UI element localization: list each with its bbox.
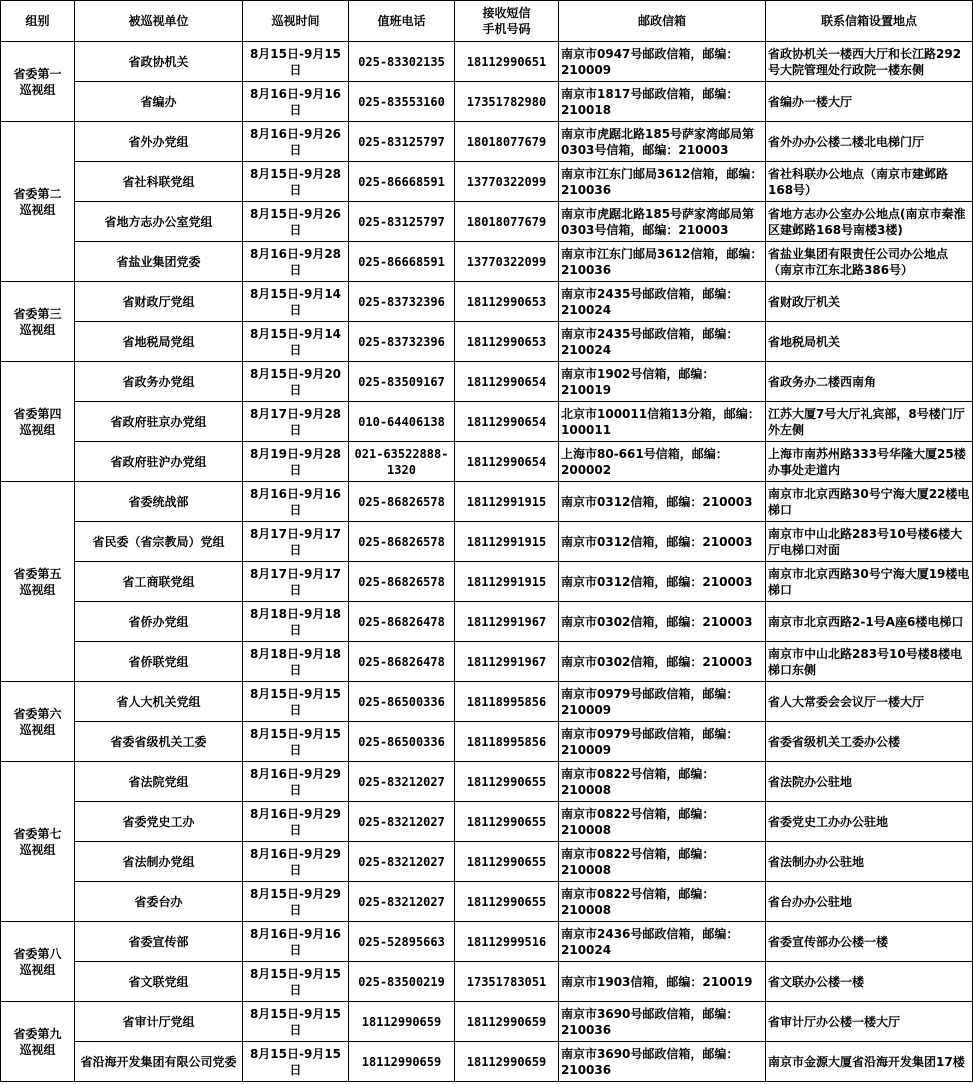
table-row [1, 1002, 973, 1042]
table-row [1, 922, 973, 962]
time-cell: 8月15日-9月14日 [243, 322, 349, 362]
phone-cell: 025-83212027 [349, 842, 455, 882]
time-cell: 8月17日-9月28日 [243, 402, 349, 442]
group-name-line1: 省委第七 [13, 826, 62, 841]
unit-cell: 省财政厅党组 [75, 282, 243, 322]
group-name-cell [1, 362, 75, 482]
table-row [1, 42, 973, 82]
table-row [1, 1042, 973, 1082]
mail-cell: 南京市0822号信箱，邮编：210008 [559, 882, 766, 922]
group-name-line1: 省委第四 [13, 406, 62, 421]
sms-cell: 18118995856 [455, 682, 559, 722]
time-cell: 8月15日-9月15日 [243, 722, 349, 762]
unit-cell: 省文联党组 [75, 962, 243, 1002]
box-cell: 省政协机关一楼西大厅和长江路292号大院管理处行政院一楼东侧 [766, 42, 973, 82]
unit-cell: 省委统战部 [75, 482, 243, 522]
phone-cell: 025-83732396 [349, 282, 455, 322]
box-cell: 省台办办公驻地 [766, 882, 973, 922]
unit-cell: 省外办党组 [75, 122, 243, 162]
unit-cell: 省政务办党组 [75, 362, 243, 402]
box-cell: 省法院办公驻地 [766, 762, 973, 802]
group-name-cell [1, 762, 75, 922]
mail-cell: 南京市0312信箱，邮编：210003 [559, 522, 766, 562]
table-row [1, 162, 973, 202]
header-sms-line2: 手机号码 [482, 22, 531, 36]
time-cell: 8月15日-9月29日 [243, 882, 349, 922]
group-name-cell [1, 1002, 75, 1082]
group-name-line2: 巡视组 [19, 582, 56, 597]
unit-cell: 省委党史工办 [75, 802, 243, 842]
group-name-cell [1, 282, 75, 362]
box-cell: 省盐业集团有限责任公司办公地点（南京市江东北路386号） [766, 242, 973, 282]
header-sms [455, 1, 559, 42]
sms-cell: 18112990654 [455, 442, 559, 482]
phone-cell: 025-83500219 [349, 962, 455, 1002]
mail-cell: 南京市3690号邮政信箱，邮编：210036 [559, 1002, 766, 1042]
box-cell: 省委省级机关工委办公楼 [766, 722, 973, 762]
box-cell: 省法制办办公驻地 [766, 842, 973, 882]
time-cell: 8月15日-9月15日 [243, 1042, 349, 1082]
group-name-line1: 省委第五 [13, 566, 62, 581]
phone-cell: 025-86500336 [349, 682, 455, 722]
table-row [1, 762, 973, 802]
phone-cell: 025-86826578 [349, 482, 455, 522]
sms-cell: 13770322099 [455, 162, 559, 202]
group-name-line1: 省委第三 [13, 306, 62, 321]
box-cell: 南京市北京西路30号宁海大厦22楼电梯口 [766, 482, 973, 522]
sms-cell: 18112990653 [455, 282, 559, 322]
mail-cell: 南京市0822号信箱，邮编：210008 [559, 802, 766, 842]
group-name-cell [1, 42, 75, 122]
group-name-line1: 省委第六 [13, 706, 62, 721]
sms-cell: 18112991915 [455, 562, 559, 602]
phone-cell: 18112990659 [349, 1002, 455, 1042]
box-cell: 省地税局机关 [766, 322, 973, 362]
phone-cell: 18112990659 [349, 1042, 455, 1082]
sms-cell: 18112990655 [455, 802, 559, 842]
sms-cell: 18112991915 [455, 482, 559, 522]
mail-cell: 南京市1903信箱，邮编：210019 [559, 962, 766, 1002]
table-row [1, 522, 973, 562]
table-row [1, 282, 973, 322]
mail-cell: 南京市0302信箱，邮编：210003 [559, 642, 766, 682]
phone-cell: 025-83732396 [349, 322, 455, 362]
table-row [1, 962, 973, 1002]
header-sms-line1: 接收短信 [482, 6, 531, 20]
mail-cell: 南京市1817号邮政信箱，邮编：210018 [559, 82, 766, 122]
sms-cell: 18112990654 [455, 402, 559, 442]
unit-cell: 省社科联党组 [75, 162, 243, 202]
box-cell: 南京市中山北路283号10号楼6楼大厅电梯口对面 [766, 522, 973, 562]
sms-cell: 17351783051 [455, 962, 559, 1002]
header-unit: 被巡视单位 [75, 1, 243, 42]
unit-cell: 省政府驻京办党组 [75, 402, 243, 442]
time-cell: 8月16日-9月28日 [243, 242, 349, 282]
table-row [1, 242, 973, 282]
phone-cell: 025-83509167 [349, 362, 455, 402]
group-name-cell [1, 922, 75, 1002]
group-name-line2: 巡视组 [19, 842, 56, 857]
time-cell: 8月16日-9月16日 [243, 922, 349, 962]
mail-cell: 南京市2435号邮政信箱，邮编：210024 [559, 282, 766, 322]
time-cell: 8月15日-9月20日 [243, 362, 349, 402]
box-cell: 南京市北京西路2-1号A座6楼电梯口 [766, 602, 973, 642]
mail-cell: 南京市2435号邮政信箱，邮编：210024 [559, 322, 766, 362]
unit-cell: 省委省级机关工委 [75, 722, 243, 762]
time-cell: 8月19日-9月28日 [243, 442, 349, 482]
mail-cell: 南京市虎踞北路185号萨家湾邮局第0303号信箱，邮编：210003 [559, 202, 766, 242]
time-cell: 8月15日-9月15日 [243, 682, 349, 722]
unit-cell: 省侨联党组 [75, 642, 243, 682]
sms-cell: 18112990659 [455, 1002, 559, 1042]
header-phone: 值班电话 [349, 1, 455, 42]
header-time: 巡视时间 [243, 1, 349, 42]
table-row [1, 402, 973, 442]
table-row [1, 722, 973, 762]
table-row [1, 482, 973, 522]
sms-cell: 18018077679 [455, 202, 559, 242]
time-cell: 8月16日-9月16日 [243, 82, 349, 122]
table-row [1, 322, 973, 362]
unit-cell: 省编办 [75, 82, 243, 122]
sms-cell: 18112999516 [455, 922, 559, 962]
unit-cell: 省工商联党组 [75, 562, 243, 602]
time-cell: 8月15日-9月28日 [243, 162, 349, 202]
phone-cell: 025-83212027 [349, 762, 455, 802]
box-cell: 省人大常委会会议厅一楼大厅 [766, 682, 973, 722]
mail-cell: 南京市2436号邮政信箱，邮编：210024 [559, 922, 766, 962]
group-name-line1: 省委第一 [13, 66, 62, 81]
sms-cell: 18112990655 [455, 882, 559, 922]
phone-cell: 025-86826578 [349, 522, 455, 562]
table-row [1, 642, 973, 682]
time-cell: 8月15日-9月26日 [243, 202, 349, 242]
mail-cell: 南京市0302信箱，邮编：210003 [559, 602, 766, 642]
mail-cell: 南京市3690号邮政信箱，邮编：210036 [559, 1042, 766, 1082]
phone-cell: 010-64406138 [349, 402, 455, 442]
phone-cell: 025-86668591 [349, 162, 455, 202]
box-cell: 省地方志办公室办公地点(南京市秦淮区建邺路168号南楼3楼) [766, 202, 973, 242]
unit-cell: 省侨办党组 [75, 602, 243, 642]
mail-cell: 南京市0822号信箱，邮编：210008 [559, 842, 766, 882]
box-cell: 南京市北京西路30号宁海大厦19楼电梯口 [766, 562, 973, 602]
table-row [1, 682, 973, 722]
table-row [1, 842, 973, 882]
time-cell: 8月15日-9月14日 [243, 282, 349, 322]
group-name-line2: 巡视组 [19, 202, 56, 217]
unit-cell: 省法制办党组 [75, 842, 243, 882]
group-name-line2: 巡视组 [19, 322, 56, 337]
group-name-line2: 巡视组 [19, 722, 56, 737]
phone-cell: 025-52895663 [349, 922, 455, 962]
table-row [1, 362, 973, 402]
group-name-line1: 省委第九 [13, 1026, 62, 1041]
box-cell: 省外办办公楼二楼北电梯门厅 [766, 122, 973, 162]
sms-cell: 18112990651 [455, 42, 559, 82]
mail-cell: 南京市0312信箱，邮编：210003 [559, 562, 766, 602]
unit-cell: 省民委（省宗教局）党组 [75, 522, 243, 562]
sms-cell: 18112990655 [455, 842, 559, 882]
time-cell: 8月15日-9月15日 [243, 962, 349, 1002]
mail-cell: 南京市江东门邮局3612信箱，邮编：210036 [559, 242, 766, 282]
table-row [1, 562, 973, 602]
sms-cell: 18112990659 [455, 1042, 559, 1082]
group-name-line1: 省委第八 [13, 946, 62, 961]
unit-cell: 省政府驻沪办党组 [75, 442, 243, 482]
box-cell: 省政务办二楼西南角 [766, 362, 973, 402]
table-row [1, 202, 973, 242]
box-cell: 上海市南苏州路333号华隆大厦25楼办事处走道内 [766, 442, 973, 482]
mail-cell: 南京市江东门邮局3612信箱，邮编：210036 [559, 162, 766, 202]
group-name-line2: 巡视组 [19, 1042, 56, 1057]
group-name-line1: 省委第二 [13, 186, 62, 201]
time-cell: 8月16日-9月29日 [243, 762, 349, 802]
table-row [1, 882, 973, 922]
box-cell: 省委宣传部办公楼一楼 [766, 922, 973, 962]
unit-cell: 省委台办 [75, 882, 243, 922]
mail-cell: 南京市0822号信箱，邮编：210008 [559, 762, 766, 802]
table-row [1, 442, 973, 482]
time-cell: 8月17日-9月17日 [243, 522, 349, 562]
table-row [1, 122, 973, 162]
mail-cell: 南京市0947号邮政信箱，邮编：210009 [559, 42, 766, 82]
box-cell: 江苏大厦7号大厅礼宾部，8号楼门厅外左侧 [766, 402, 973, 442]
sms-cell: 13770322099 [455, 242, 559, 282]
unit-cell: 省地方志办公室党组 [75, 202, 243, 242]
group-name-cell [1, 682, 75, 762]
sms-cell: 18112990654 [455, 362, 559, 402]
group-name-line2: 巡视组 [19, 422, 56, 437]
phone-cell: 021-63522888-1320 [349, 442, 455, 482]
unit-cell: 省法院党组 [75, 762, 243, 802]
table-row [1, 82, 973, 122]
box-cell: 省财政厅机关 [766, 282, 973, 322]
phone-cell: 025-86826578 [349, 562, 455, 602]
header-row [1, 1, 973, 42]
box-cell: 省审计厅办公楼一楼大厅 [766, 1002, 973, 1042]
unit-cell: 省人大机关党组 [75, 682, 243, 722]
box-cell: 南京市金源大厦省沿海开发集团17楼 [766, 1042, 973, 1082]
phone-cell: 025-83125797 [349, 202, 455, 242]
box-cell: 省委党史工办办公驻地 [766, 802, 973, 842]
phone-cell: 025-83212027 [349, 802, 455, 842]
time-cell: 8月16日-9月29日 [243, 802, 349, 842]
sms-cell: 17351782980 [455, 82, 559, 122]
mail-cell: 上海市80-661号信箱，邮编：200002 [559, 442, 766, 482]
mail-cell: 南京市0979号邮政信箱，邮编：210009 [559, 682, 766, 722]
mail-cell: 南京市虎踞北路185号萨家湾邮局第0303号信箱，邮编：210003 [559, 122, 766, 162]
phone-cell: 025-83553160 [349, 82, 455, 122]
time-cell: 8月15日-9月15日 [243, 42, 349, 82]
phone-cell: 025-86500336 [349, 722, 455, 762]
box-cell: 省社科联办公地点（南京市建邺路168号） [766, 162, 973, 202]
group-name-line2: 巡视组 [19, 962, 56, 977]
unit-cell: 省沿海开发集团有限公司党委 [75, 1042, 243, 1082]
header-group: 组别 [1, 1, 75, 42]
time-cell: 8月18日-9月18日 [243, 602, 349, 642]
time-cell: 8月17日-9月17日 [243, 562, 349, 602]
time-cell: 8月16日-9月26日 [243, 122, 349, 162]
phone-cell: 025-86826478 [349, 602, 455, 642]
group-name-cell [1, 482, 75, 682]
mail-cell: 南京市0979号邮政信箱，邮编：210009 [559, 722, 766, 762]
mail-cell: 南京市1902号信箱，邮编：210019 [559, 362, 766, 402]
sms-cell: 18112990653 [455, 322, 559, 362]
table-row [1, 802, 973, 842]
group-name-cell [1, 122, 75, 282]
unit-cell: 省审计厅党组 [75, 1002, 243, 1042]
sms-cell: 18112990655 [455, 762, 559, 802]
header-box: 联系信箱设置地点 [766, 1, 973, 42]
time-cell: 8月16日-9月16日 [243, 482, 349, 522]
phone-cell: 025-83302135 [349, 42, 455, 82]
mail-cell: 北京市100011信箱13分箱，邮编：100011 [559, 402, 766, 442]
unit-cell: 省政协机关 [75, 42, 243, 82]
unit-cell: 省盐业集团党委 [75, 242, 243, 282]
header-mail: 邮政信箱 [559, 1, 766, 42]
unit-cell: 省委宣传部 [75, 922, 243, 962]
sms-cell: 18112991967 [455, 602, 559, 642]
box-cell: 省文联办公楼一楼 [766, 962, 973, 1002]
unit-cell: 省地税局党组 [75, 322, 243, 362]
mail-cell: 南京市0312信箱，邮编：210003 [559, 482, 766, 522]
box-cell: 省编办一楼大厅 [766, 82, 973, 122]
sms-cell: 18112991915 [455, 522, 559, 562]
phone-cell: 025-83125797 [349, 122, 455, 162]
table-row [1, 602, 973, 642]
time-cell: 8月18日-9月18日 [243, 642, 349, 682]
sms-cell: 18018077679 [455, 122, 559, 162]
time-cell: 8月15日-9月15日 [243, 1002, 349, 1042]
phone-cell: 025-83212027 [349, 882, 455, 922]
box-cell: 南京市中山北路283号10号楼8楼电梯口东侧 [766, 642, 973, 682]
phone-cell: 025-86826478 [349, 642, 455, 682]
phone-cell: 025-86668591 [349, 242, 455, 282]
sms-cell: 18118995856 [455, 722, 559, 762]
sms-cell: 18112991967 [455, 642, 559, 682]
group-name-line2: 巡视组 [19, 82, 56, 97]
time-cell: 8月16日-9月29日 [243, 842, 349, 882]
